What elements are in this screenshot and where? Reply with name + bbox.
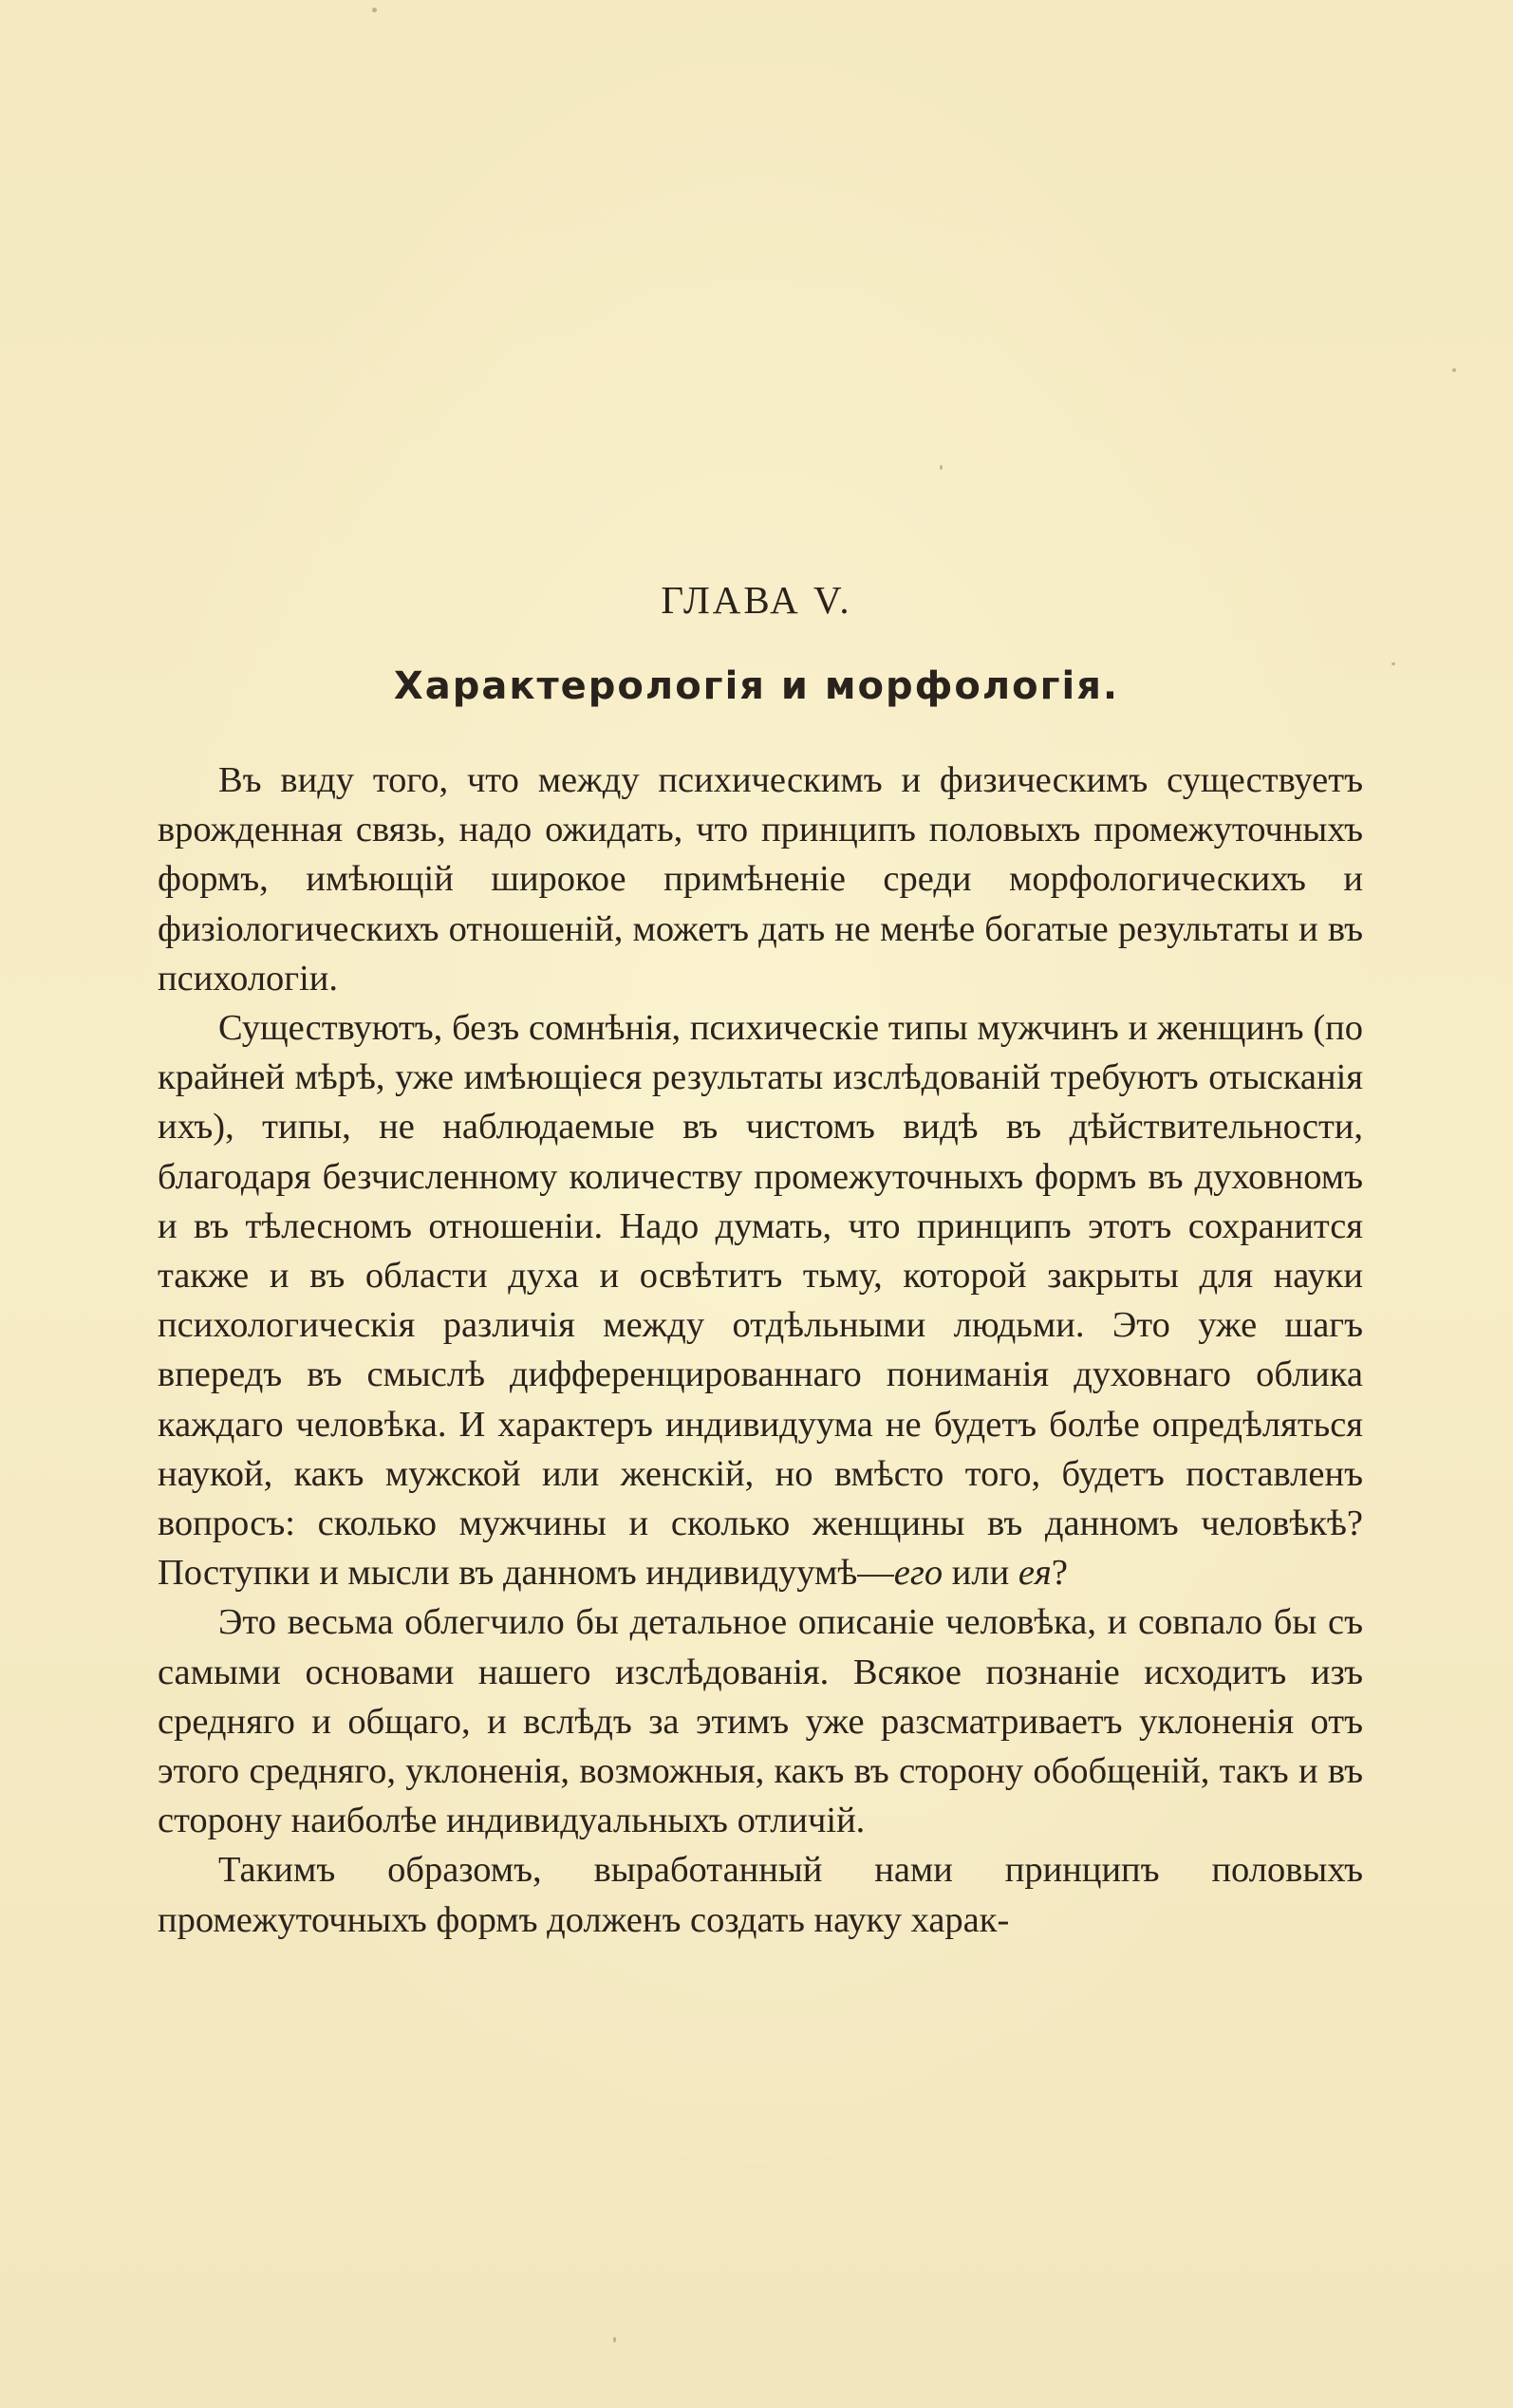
chapter-title: Характерологія и морфологія. [393, 664, 1120, 708]
body-text [158, 756, 1363, 1945]
paper-speck [613, 2337, 616, 2343]
paragraph-3: Это весьма облегчило бы детальное описаніе человѣка, и совпало бы съ самыми основами нашего изслѣдованія. Всякое познаніе исходитъ изъ средняго и общаго, и вслѣдъ за этимъ уже разсматриваетъ уклоненія отъ этого средняго, уклоненія, возможныя, какъ въ сторону обобщеній, такъ и въ сторону наиболѣе индивидуальныхъ отличій. [158, 1602, 1363, 1841]
paragraph-2-text: Существуютъ, безъ сомнѣнія, психическіе типы мужчинъ и женщинъ (по крайней мѣрѣ, уже имѣющіеся результаты изслѣдованій требуютъ отысканія ихъ), типы, не наблюдаемые въ чистомъ видѣ въ дѣйствительности, благодаря безчисленному количеству промежуточныхъ формъ въ духовномъ и въ тѣлесномъ отношеніи. Надо думать, что принципъ этотъ сохранится также и въ области духа и освѣтитъ тьму, которой закрыты для науки психологическія различія между отдѣльными людьми. Это уже шагъ впередъ въ смыслѣ дифференцированнаго пониманія духовнаго облика каждаго человѣка. И характеръ индивидуума не будетъ болѣе опредѣляться наукой, какъ мужской или женскій, но вмѣсто того, будетъ поставленъ вопросъ: сколько мужчины и сколько женщины въ данномъ человѣкѣ? Поступки и мысли въ данномъ индивидуумѣ— [158, 1008, 1363, 1594]
paper-speck [1452, 368, 1456, 372]
pronoun-his: его [893, 1553, 943, 1594]
question-mark: ? [1051, 1553, 1068, 1594]
paragraph-4: Такимъ образомъ, выработанный нами принципъ половыхъ промежуточныхъ формъ долженъ создать науку харак- [158, 1850, 1363, 1940]
pronoun-her: ея [1018, 1553, 1052, 1594]
paper-speck [372, 8, 377, 12]
paragraph-2 [158, 1003, 1363, 1597]
paper-speck [1392, 663, 1395, 665]
chapter-heading: ГЛАВА V. [661, 578, 852, 622]
conjunction-or: или [943, 1553, 1018, 1594]
paragraph-1: Въ виду того, что между психическимъ и физическимъ существуетъ врожденная связь, надо ожидать, что принципъ половыхъ промежуточныхъ формъ, имѣющій широкое примѣненіе среди морфологическихъ и физіологическихъ отношеній, можетъ дать не менѣе богатые результаты и въ психологіи. [158, 760, 1363, 999]
paper-speck [940, 465, 943, 470]
